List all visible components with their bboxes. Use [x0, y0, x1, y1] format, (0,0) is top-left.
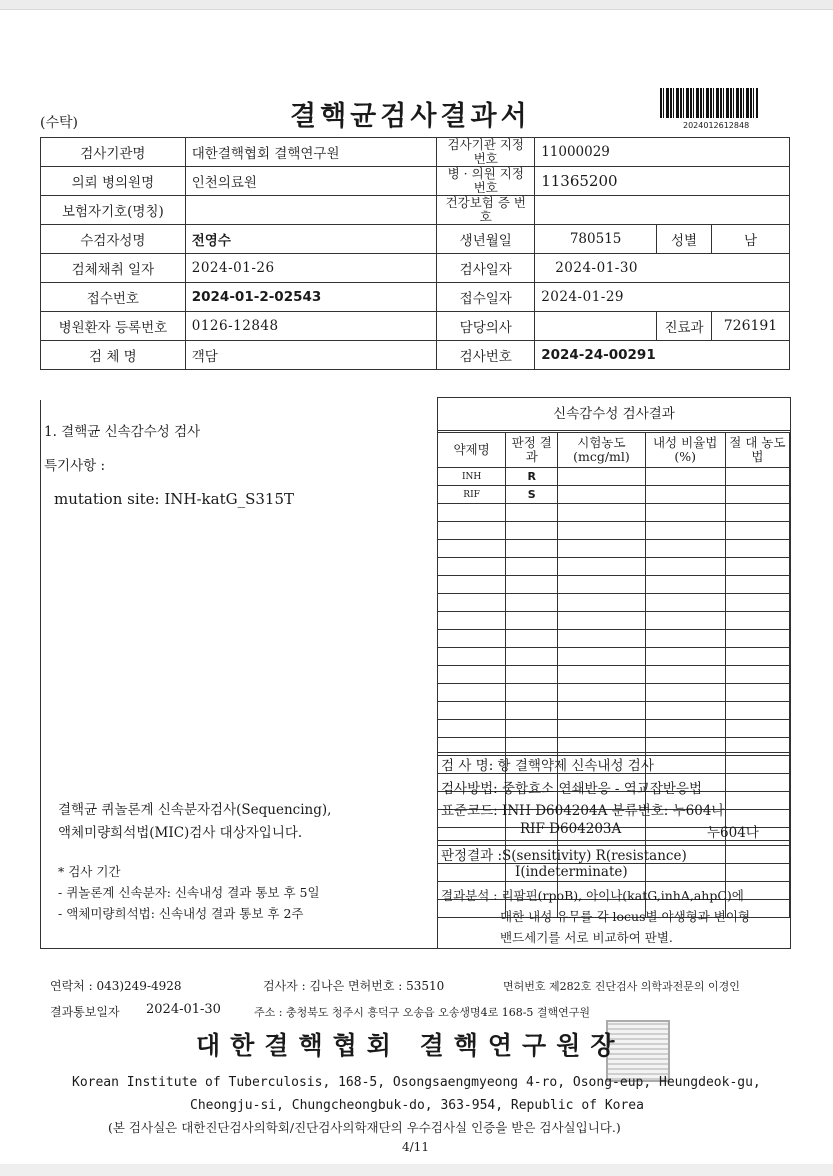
organization-name: 대한결핵협회 결핵연구원장: [196, 1031, 625, 1060]
hosp-code-value: 11365200: [535, 167, 790, 196]
test-no-label: 검사번호: [437, 341, 535, 370]
table-row: [438, 594, 790, 612]
drug-result: R: [506, 468, 558, 486]
table-row: [438, 522, 790, 540]
barcode-image: [660, 88, 758, 118]
table-row: [438, 558, 790, 576]
period-line-1: - 퀴놀론계 신속분자: 신속내성 결과 통보 후 5일: [58, 885, 320, 900]
receipt-date-value: 2024-01-29: [535, 283, 790, 312]
drug-name: INH: [438, 468, 506, 486]
test-date-label: 검사일자: [437, 254, 535, 283]
analysis-line-3: 밴드세기를 서로 비교하여 판별.: [500, 930, 673, 945]
test-method: 검사방법: 중합효소 연쇄반응 - 역교잡반응법: [441, 781, 703, 797]
license: 면허번호 제282호 진단검사 의학과전문의 이경인: [503, 980, 740, 993]
table-row: [438, 576, 790, 594]
col-drug: 약제명: [438, 433, 506, 468]
table-row: [438, 702, 790, 720]
birth-label: 생년월일: [437, 225, 535, 254]
notice-label: 결과통보일자: [50, 1005, 120, 1019]
table-row: [438, 486, 790, 504]
patient-label: 수검자성명: [41, 225, 186, 254]
drug-result: S: [506, 486, 558, 504]
requester-label: 의뢰 병의원명: [41, 167, 186, 196]
doctor-label: 담당의사: [437, 312, 535, 341]
requester-value: 인천의료원: [185, 167, 437, 196]
standard-code: 표준코드: INH D604204A 분류번호: 누604나: [441, 803, 725, 819]
reg-no-value: 0126-12848: [185, 312, 437, 341]
top-edge: [0, 0, 833, 10]
sex-label: 성별: [657, 225, 712, 254]
mutation-site: mutation site: INH-katG_S315T: [54, 490, 295, 508]
table-row: [438, 468, 790, 486]
judge-line-2: I(indeterminate): [515, 864, 628, 880]
table-row: [438, 612, 790, 630]
period-title: * 검사 기간: [58, 864, 121, 879]
judge-line-1: 판정결과 :S(sensitivity) R(resistance): [441, 848, 687, 864]
col-absolute: 절 대 농도법: [725, 433, 789, 468]
sequencing-line-1: 결핵균 퀴놀론계 신속분자검사(Sequencing),: [58, 802, 332, 818]
tester: 검사자 : 김나은 면허번호 : 53510: [263, 979, 445, 993]
birth-value: 780515: [535, 225, 657, 254]
analysis-line-2: 대한 내성 유무를 각 locus별 야생형과 변이형: [500, 909, 751, 924]
results-title: 신속감수성 검사결과: [437, 397, 791, 431]
col-judgement: 판정 결과: [506, 433, 558, 468]
inst-code-label: 검사기관 지정번호: [437, 138, 535, 167]
barcode-number: 2024012612848: [683, 121, 750, 130]
table-row: [438, 630, 790, 648]
collect-value: 2024-01-26: [185, 254, 437, 283]
table-row: [438, 540, 790, 558]
contact: 연락처 : 043)249-4928: [50, 979, 182, 993]
collect-label: 검체채취 일자: [41, 254, 186, 283]
health-ins-value: [535, 196, 790, 225]
receipt-no-label: 접수번호: [41, 283, 186, 312]
receipt-date-label: 접수일자: [437, 283, 535, 312]
page-number: 4/11: [402, 1140, 429, 1154]
bottom-edge: [0, 1164, 833, 1176]
dept-value: 726191: [711, 312, 789, 341]
table-row: [438, 648, 790, 666]
table-row: [438, 666, 790, 684]
notice-date: 2024-01-30: [146, 1002, 221, 1017]
sequencing-line-2: 액체미량희석법(MIC)검사 대상자입니다.: [58, 825, 303, 841]
institution-label: 검사기관명: [41, 138, 186, 167]
period-line-2: - 액체미량희석법: 신속내성 결과 통보 후 2주: [58, 906, 304, 921]
judge-divider: [437, 840, 790, 841]
certification-note: (본 검사실은 대한진단검사의학회/진단검사의학재단의 우수검사실 인증을 받은 검사실입니다.): [108, 1120, 621, 1135]
col-concentration: 시험농도 (mcg/ml): [558, 433, 645, 468]
english-address-1: Korean Institute of Tuberculosis, 168-5, Osongsaengmyeong 4-ro, Osong-eup, Heungdeok-gu,: [72, 1075, 761, 1090]
test-no-value: 2024-24-00291: [535, 341, 790, 370]
col-ratio: 내성 비율법(%): [645, 433, 725, 468]
table-row: [438, 684, 790, 702]
insurance-value: [185, 196, 437, 225]
dept-label: 진료과: [657, 312, 712, 341]
table-row: [438, 504, 790, 522]
hosp-code-label: 병 · 의원 지정번호: [437, 167, 535, 196]
patient-info-table: [40, 137, 790, 370]
test-item: 1. 결핵균 신속감수성 검사: [44, 424, 201, 440]
document-suffix: (수탁): [40, 115, 78, 131]
sex-value: 남: [711, 225, 789, 254]
health-ins-label: 건강보험 증 번 호: [437, 196, 535, 225]
specimen-label: 검 체 명: [41, 341, 186, 370]
test-date-value: 2024-01-30: [535, 254, 790, 283]
test-name: 검 사 명: 항 결핵약제 신속내성 검사: [441, 758, 654, 774]
notes-label: 특기사항 :: [44, 458, 106, 474]
institution-value: 대한결핵협회 결핵연구원: [185, 138, 437, 167]
patient-value: 전영수: [185, 225, 437, 254]
receipt-no-value: 2024-01-2-02543: [185, 283, 437, 312]
insurance-label: 보험자기호(명칭): [41, 196, 186, 225]
standard-code-2: RIF D604203A: [520, 821, 622, 837]
drug-name: RIF: [438, 486, 506, 504]
table-row: [438, 720, 790, 738]
method-divider: [437, 752, 790, 753]
specimen-value: 객담: [185, 341, 437, 370]
analysis-line-1: 결과분석 : 리팜핀(rpoB), 아이나(katG,inhA,ahpC)에: [441, 888, 744, 903]
inst-code-value: 11000029: [535, 138, 790, 167]
page-title: 결핵균검사결과서: [290, 101, 531, 132]
class-code-2: 누604나: [707, 825, 759, 841]
address: 주소 : 충청북도 청주시 흥덕구 오송읍 오송생명4로 168-5 결핵연구원: [254, 1006, 591, 1019]
english-address-2: Cheongju-si, Chungcheongbuk-do, 363-954, Republic of Korea: [190, 1098, 644, 1113]
doctor-value: [535, 312, 657, 341]
reg-no-label: 병원환자 등록번호: [41, 312, 186, 341]
